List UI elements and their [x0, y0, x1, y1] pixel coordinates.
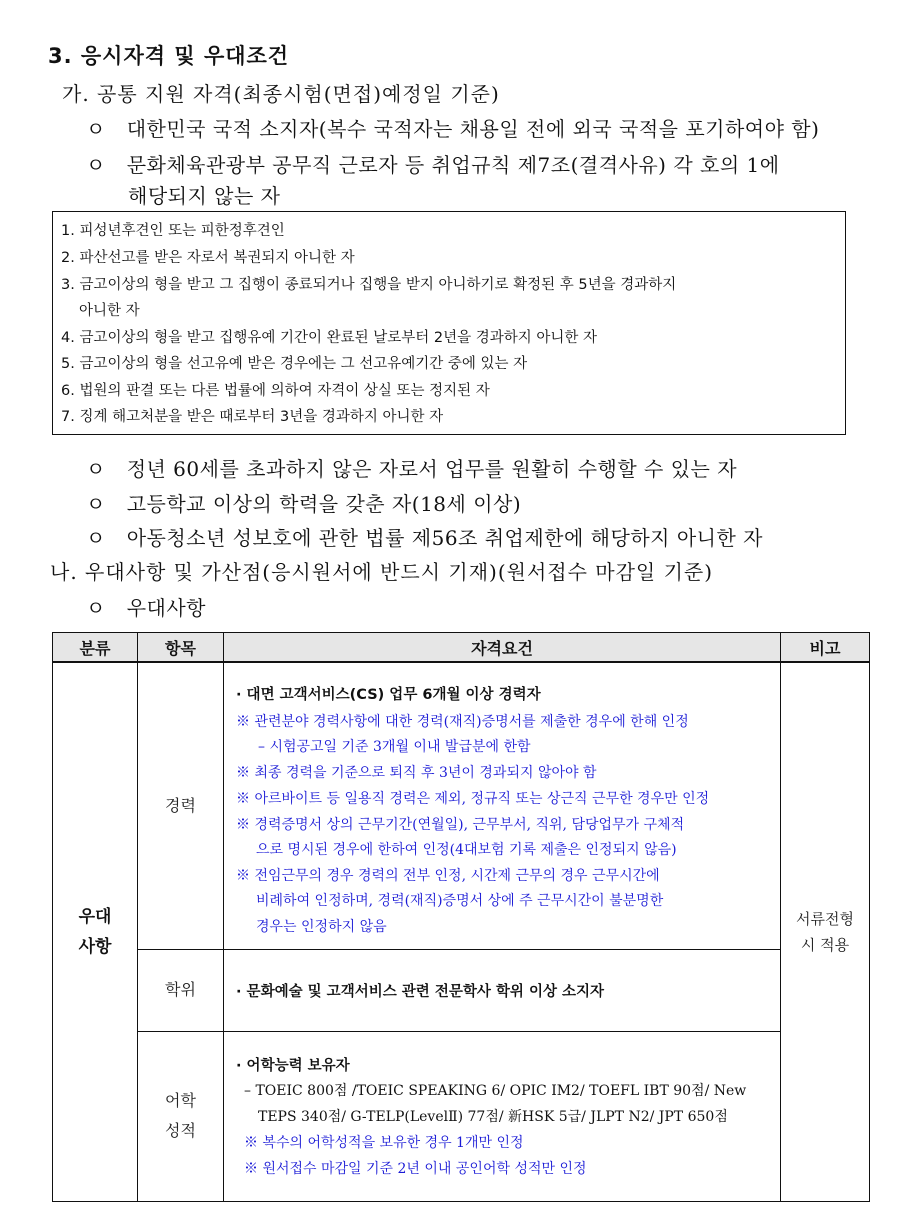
circle-bullet-icon: ㅇ	[86, 457, 106, 481]
header-item: 항목	[138, 633, 224, 663]
language-label-text: 성적	[165, 1121, 196, 1140]
language-label-text: 어학	[165, 1091, 196, 1110]
circle-bullet-icon: ㅇ	[86, 596, 106, 620]
child-protection-item	[86, 522, 763, 551]
career-requirements	[224, 662, 781, 949]
disqualification-item: 6. 법원의 판결 또는 다른 법률에 의하여 자격이 상실 또는 정지된 자	[61, 383, 490, 399]
degree-requirements	[224, 949, 781, 1031]
item-text: 우대사항	[126, 596, 206, 620]
circle-bullet-icon: ㅇ	[86, 492, 106, 516]
career-note: ※ 경력증명서 상의 근무기간(연월일), 근무부서, 직위, 담당업무가 구체적	[236, 817, 685, 833]
language-scores: TEPS 340점/ G-TELP(LevelⅡ) 77점/ 新HSK 5급/ JLPT N2/ JPT 650점	[258, 1108, 728, 1125]
table-row	[53, 662, 870, 949]
table-row	[53, 949, 870, 1031]
item-text: 정년 60세를 초과하지 않은 자로서 업무를 원활히 수행할 수 있는 자	[126, 457, 738, 481]
nationality-item	[86, 113, 819, 142]
circle-bullet-icon: ㅇ	[86, 526, 106, 550]
career-note: – 시험공고일 기준 3개월 이내 발급분에 한함	[258, 739, 531, 755]
disqualification-item: 5. 금고이상의 형을 선고유예 받은 경우에는 그 선고유예기간 중에 있는 자	[61, 356, 528, 372]
career-note: 경우는 인정하지 않음	[256, 919, 387, 935]
degree-bullet: · 문화예술 및 고객서비스 관련 전문학사 학위 이상 소지자	[236, 983, 605, 1000]
table-header-row	[53, 633, 870, 663]
career-bullet: · 대면 고객서비스(CS) 업무 6개월 이상 경력자	[236, 687, 541, 703]
age-item	[86, 453, 737, 482]
item-text: 아동청소년 성보호에 관한 법률 제56조 취업제한에 해당하지 아니한 자	[126, 526, 763, 550]
disqualification-item: 2. 파산선고를 받은 자로서 복권되지 아니한 자	[61, 250, 355, 266]
item-text: 고등학교 이상의 학력을 갖춘 자(18세 이상)	[126, 492, 522, 516]
disqualification-box	[52, 211, 846, 435]
general-qualification-heading: 가. 공통 지원 자격(최종시험(면접)예정일 기준)	[62, 82, 500, 106]
note-text: 시 적용	[800, 935, 850, 954]
language-note: ※ 원서접수 마감일 기준 2년 이내 공인어학 성적만 인정	[244, 1160, 587, 1177]
rules-item-continuation: 해당되지 않는 자	[128, 184, 281, 208]
language-bullet: · 어학능력 보유자	[236, 1057, 350, 1074]
note-text: 서류전형	[796, 909, 854, 928]
disqualification-item: 4. 금고이상의 형을 받고 집행유예 기간이 완료된 날로부터 2년을 경과하지 아니한 자	[61, 330, 597, 346]
note-cell	[781, 662, 870, 1201]
preference-heading: 나. 우대사항 및 가산점(응시원서에 반드시 기재)(원서접수 마감일 기준)	[50, 560, 714, 584]
language-scores: – TOEIC 800점 /TOEIC SPEAKING 6/ OPIC IM2/ TOEFL IBT 90점/ New	[244, 1082, 747, 1099]
circle-bullet-icon: ㅇ	[86, 117, 106, 141]
item-text: 문화체육관광부 공무직 근로자 등 취업규칙 제7조(결격사유) 각 호의 1에	[126, 153, 780, 177]
preference-subheading	[86, 592, 206, 621]
header-requirements: 자격요건	[224, 633, 781, 663]
disqualification-item: 3. 금고이상의 형을 받고 그 집행이 종료되거나 집행을 받지 아니하기로 확정된 후 5년을 경과하지	[61, 277, 677, 293]
career-note: ※ 최종 경력을 기준으로 퇴직 후 3년이 경과되지 않아야 함	[236, 765, 597, 781]
disqualification-item: 7. 징계 해고처분을 받은 때로부터 3년을 경과하지 아니한 자	[61, 409, 444, 425]
disqualification-item: 1. 피성년후견인 또는 피한정후견인	[61, 223, 285, 239]
career-note: ※ 아르바이트 등 일용직 경력은 제외, 정규직 또는 상근직 근무한 경우만 인정	[236, 791, 710, 807]
header-note: 비고	[781, 633, 870, 663]
table-row	[53, 1031, 870, 1201]
category-label: 사항	[78, 936, 112, 957]
header-category: 분류	[53, 633, 138, 663]
career-note: 으로 명시된 경우에 한하여 인정(4대보험 기록 제출은 인정되지 않음)	[256, 842, 677, 858]
preference-table	[52, 632, 870, 1202]
section-title: 3. 응시자격 및 우대조건	[48, 44, 290, 68]
career-label: 경력	[138, 662, 224, 949]
language-label	[138, 1031, 224, 1201]
language-note: ※ 복수의 어학성적을 보유한 경우 1개만 인정	[244, 1134, 524, 1151]
career-note: ※ 관련분야 경력사항에 대한 경력(재직)증명서를 제출한 경우에 한해 인정	[236, 714, 689, 730]
degree-label: 학위	[138, 949, 224, 1031]
rules-item	[86, 149, 780, 178]
language-requirements	[224, 1031, 781, 1201]
item-text: 대한민국 국적 소지자(복수 국적자는 채용일 전에 외국 국적을 포기하여야 함)	[126, 117, 820, 141]
category-label: 우대	[78, 906, 112, 927]
disqualification-item-continuation: 아니한 자	[79, 303, 140, 319]
career-note: 비례하여 인정하며, 경력(재직)증명서 상에 주 근무시간이 불분명한	[256, 893, 664, 909]
circle-bullet-icon: ㅇ	[86, 153, 106, 177]
career-note: ※ 전임근무의 경우 경력의 전부 인정, 시간제 근무의 경우 근무시간에	[236, 868, 660, 884]
education-item	[86, 488, 521, 517]
category-cell	[53, 662, 138, 1201]
